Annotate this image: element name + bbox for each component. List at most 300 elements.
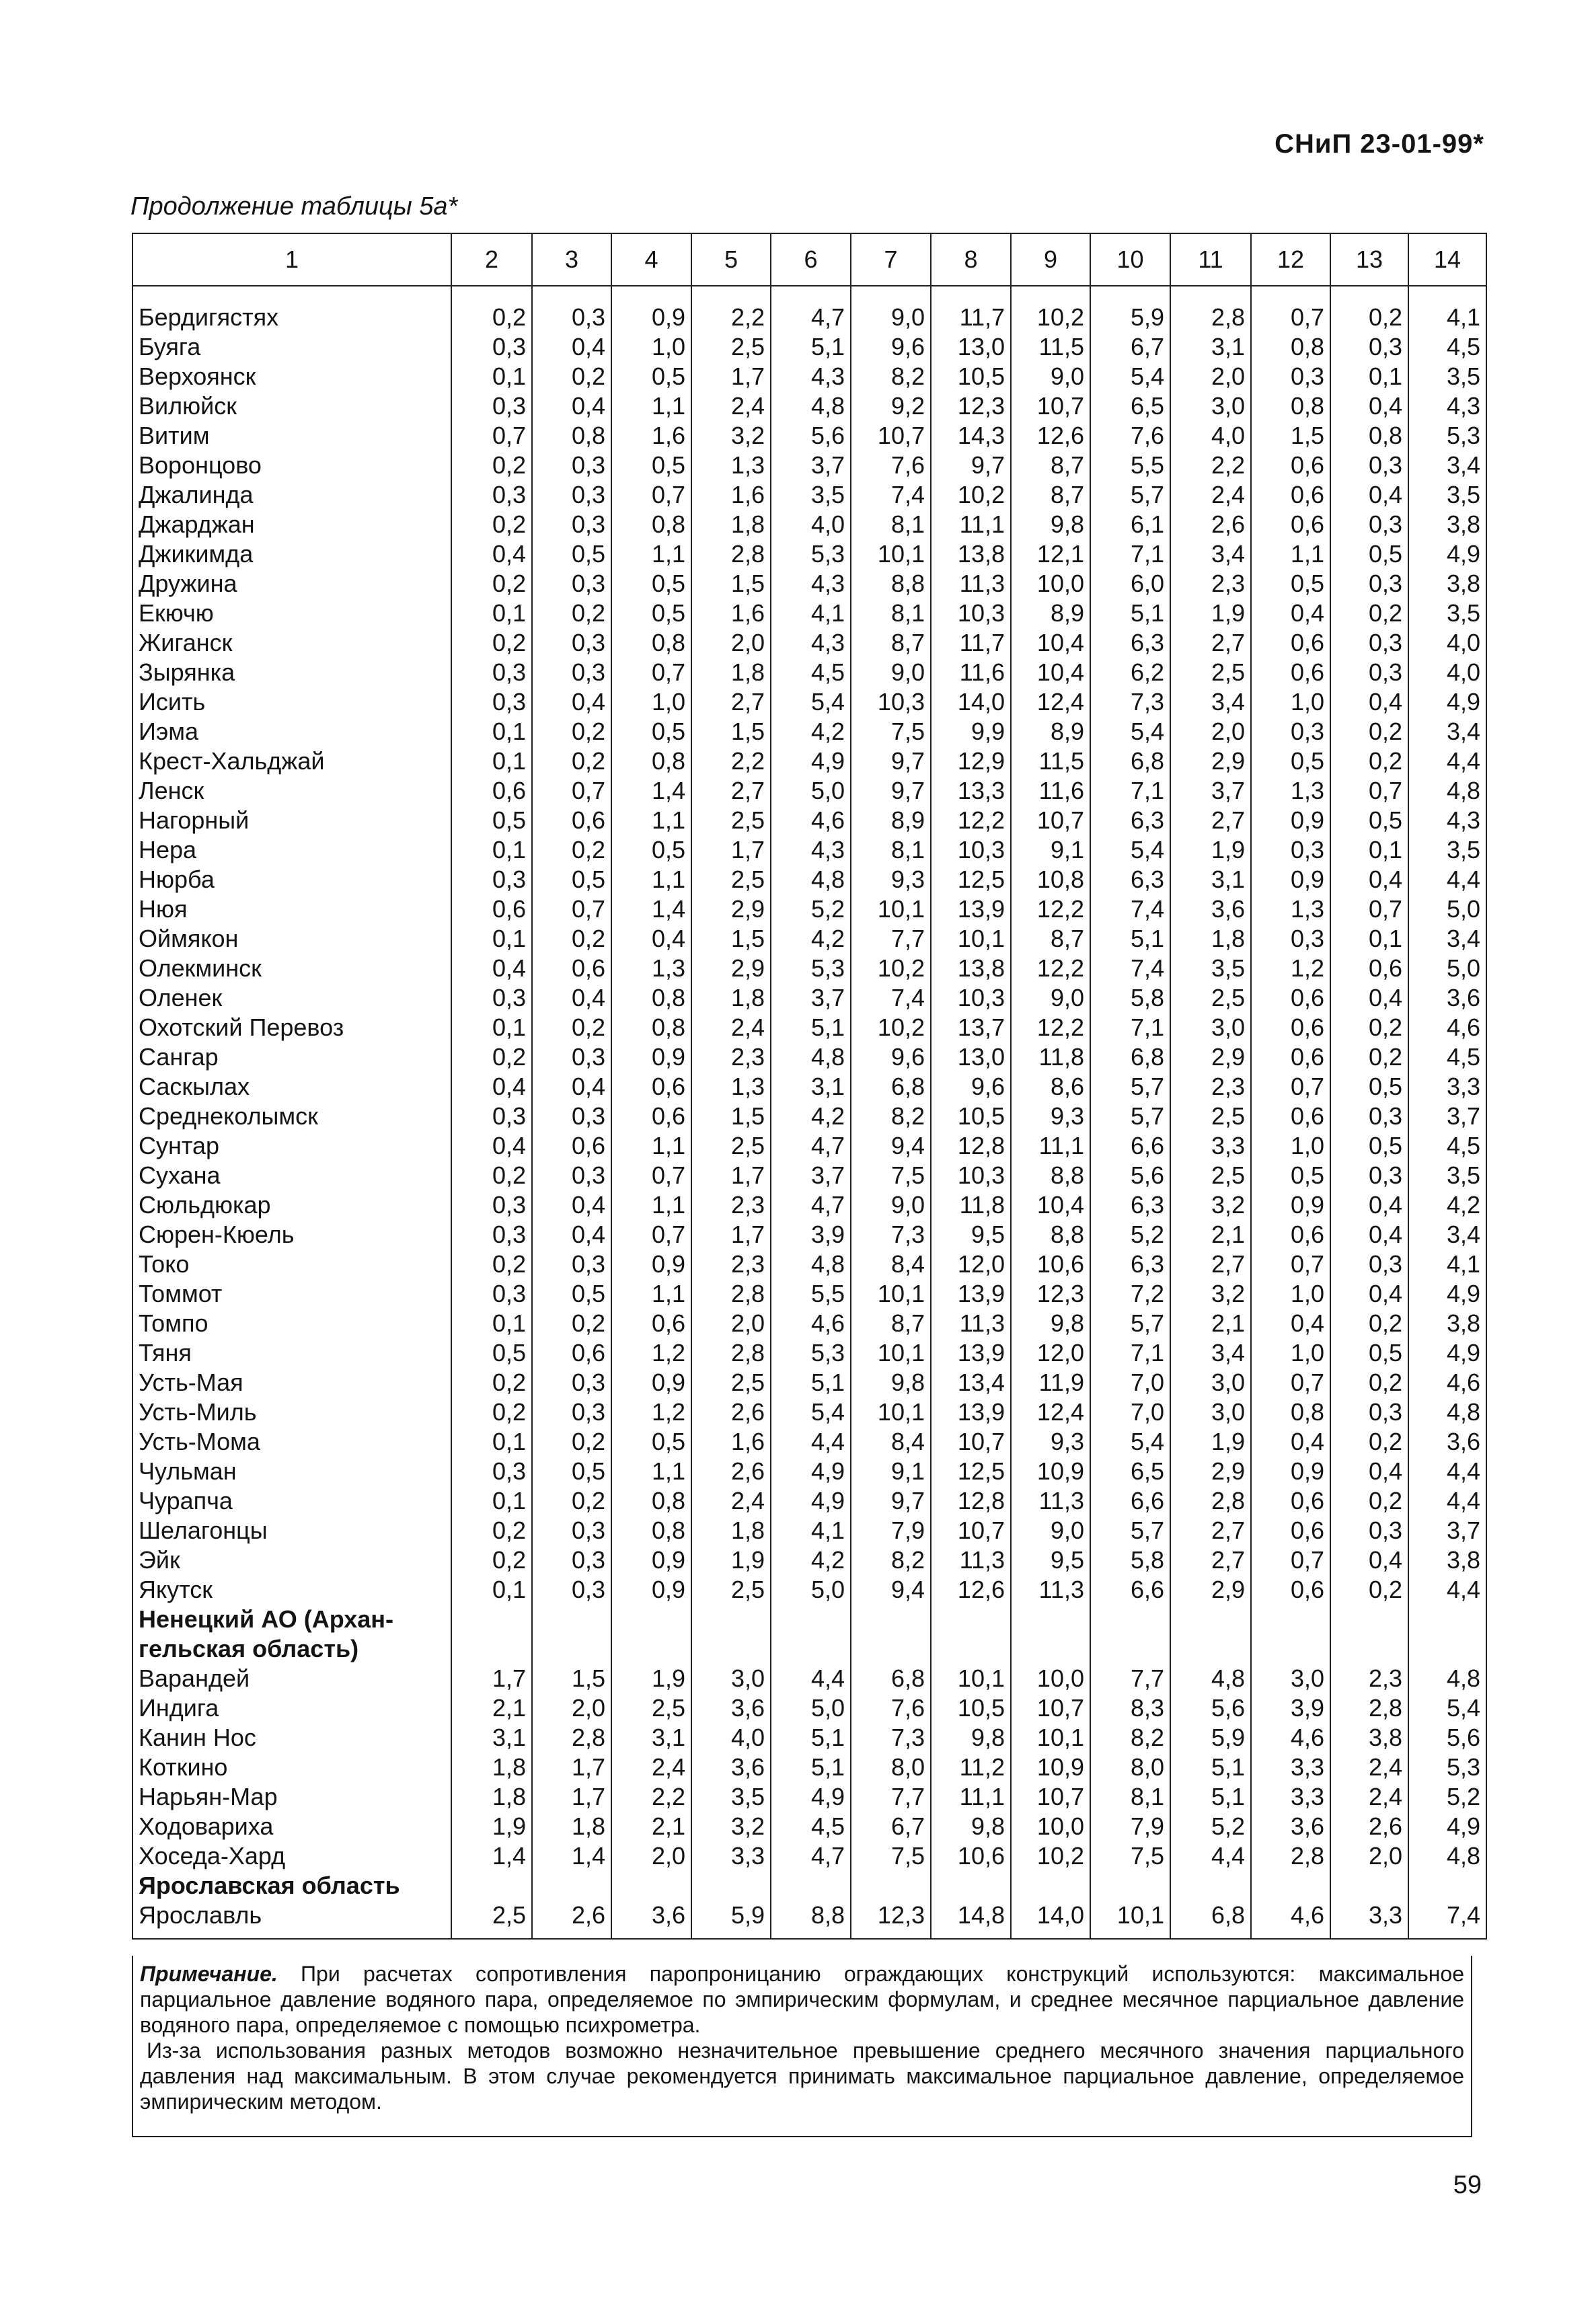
value-cell: 6,5 [1090,391,1170,421]
value-cell: 2,4 [1330,1782,1408,1812]
value-cell: 0,3 [451,865,532,894]
station-name: Нюрба [132,865,451,894]
value-cell: 2,5 [451,1901,532,1939]
value-cell: 1,8 [1170,924,1251,954]
table-row [132,1338,1486,1368]
empty-cell [691,1605,771,1664]
value-cell: 5,7 [1090,1072,1170,1102]
value-cell: 0,3 [451,480,532,510]
value-cell: 0,6 [1251,1102,1330,1131]
value-cell: 0,7 [1251,1072,1330,1102]
value-cell: 3,1 [611,1723,691,1753]
value-cell: 13,9 [931,1397,1011,1427]
value-cell: 10,3 [931,1161,1011,1190]
value-cell: 0,2 [451,1250,532,1279]
value-cell: 4,5 [1408,332,1486,362]
value-cell: 1,5 [691,924,771,954]
value-cell: 5,3 [771,954,851,983]
value-cell: 0,6 [611,1309,691,1338]
value-cell: 0,3 [1330,569,1408,599]
value-cell: 3,8 [1408,510,1486,539]
column-header-10: 10 [1090,233,1170,286]
value-cell: 1,1 [611,1457,691,1486]
column-header-8: 8 [931,233,1011,286]
value-cell: 0,2 [1330,1368,1408,1397]
value-cell: 0,2 [1330,1427,1408,1457]
value-cell: 11,7 [931,628,1011,658]
value-cell: 2,3 [691,1042,771,1072]
value-cell: 6,3 [1090,1190,1170,1220]
value-cell: 0,3 [532,1368,611,1397]
value-cell: 5,8 [1090,983,1170,1013]
value-cell: 1,1 [611,806,691,835]
value-cell: 0,7 [1251,303,1330,332]
empty-cell [611,1871,691,1901]
value-cell: 4,2 [771,924,851,954]
value-cell: 0,4 [1330,1457,1408,1486]
value-cell: 1,1 [611,1190,691,1220]
value-cell: 1,1 [611,1131,691,1161]
value-cell: 0,1 [451,1013,532,1042]
value-cell: 7,3 [851,1723,931,1753]
value-cell: 3,3 [1251,1753,1330,1782]
value-cell: 2,9 [1170,1457,1251,1486]
value-cell: 9,8 [1011,1309,1090,1338]
value-cell: 0,5 [611,569,691,599]
document-code: СНиП 23-01-99* [1275,129,1484,159]
value-cell: 7,6 [1090,421,1170,451]
value-cell: 11,3 [931,1309,1011,1338]
empty-cell [532,1605,611,1664]
value-cell: 0,7 [532,894,611,924]
value-cell: 3,6 [1170,894,1251,924]
spacer-cell [691,286,771,303]
value-cell: 3,6 [1251,1812,1330,1841]
station-name: Иэма [132,717,451,746]
value-cell: 4,9 [1408,687,1486,717]
value-cell: 3,2 [1170,1279,1251,1309]
value-cell: 7,2 [1090,1279,1170,1309]
value-cell: 0,5 [1330,1338,1408,1368]
value-cell: 6,8 [851,1072,931,1102]
value-cell: 11,8 [931,1190,1011,1220]
value-cell: 0,3 [532,451,611,480]
table-row [132,1250,1486,1279]
value-cell: 0,8 [532,421,611,451]
value-cell: 5,2 [1408,1782,1486,1812]
value-cell: 4,9 [771,1457,851,1486]
value-cell: 0,3 [532,1545,611,1575]
value-cell: 8,1 [851,510,931,539]
value-cell: 4,7 [771,1841,851,1871]
value-cell: 10,4 [1011,628,1090,658]
station-name: Тяня [132,1338,451,1368]
value-cell: 11,3 [1011,1575,1090,1605]
value-cell: 0,2 [451,1397,532,1427]
table-row [132,776,1486,806]
value-cell: 0,3 [532,480,611,510]
station-name: Сюльдюкар [132,1190,451,1220]
value-cell: 11,5 [1011,332,1090,362]
value-cell: 10,5 [931,1693,1011,1723]
value-cell: 2,6 [1330,1812,1408,1841]
value-cell: 4,0 [1408,658,1486,687]
station-name: Среднеколымск [132,1102,451,1131]
spacer-cell [931,286,1011,303]
value-cell: 9,0 [851,303,931,332]
value-cell: 10,2 [851,954,931,983]
value-cell: 10,5 [931,1102,1011,1131]
value-cell: 14,0 [1011,1901,1090,1939]
value-cell: 12,2 [1011,894,1090,924]
value-cell: 10,9 [1011,1753,1090,1782]
value-cell: 5,2 [1170,1812,1251,1841]
value-cell: 8,2 [851,1102,931,1131]
value-cell: 0,5 [1251,746,1330,776]
value-cell: 11,6 [931,658,1011,687]
value-cell: 10,1 [931,1664,1011,1693]
value-cell: 0,3 [451,332,532,362]
value-cell: 2,0 [1330,1841,1408,1871]
empty-cell [1408,1871,1486,1901]
value-cell: 10,7 [851,421,931,451]
empty-cell [1011,1871,1090,1901]
value-cell: 1,0 [1251,1279,1330,1309]
value-cell: 1,0 [611,687,691,717]
value-cell: 12,6 [1011,421,1090,451]
value-cell: 12,3 [1011,1279,1090,1309]
value-cell: 13,8 [931,954,1011,983]
column-header-3: 3 [532,233,611,286]
value-cell: 2,5 [1170,1161,1251,1190]
value-cell: 4,7 [771,1131,851,1161]
value-cell: 7,5 [851,1161,931,1190]
value-cell: 2,2 [1170,451,1251,480]
table-row [132,1013,1486,1042]
value-cell: 13,0 [931,332,1011,362]
value-cell: 2,4 [1170,480,1251,510]
value-cell: 4,8 [771,391,851,421]
value-cell: 11,8 [1011,1042,1090,1072]
value-cell: 4,9 [1408,1279,1486,1309]
value-cell: 1,0 [1251,1131,1330,1161]
value-cell: 0,9 [1251,806,1330,835]
value-cell: 0,4 [1330,1545,1408,1575]
value-cell: 3,5 [1408,835,1486,865]
station-name: Саскылах [132,1072,451,1102]
value-cell: 3,4 [1170,687,1251,717]
value-cell: 6,7 [851,1812,931,1841]
value-cell: 7,6 [851,1693,931,1723]
value-cell: 4,8 [1408,1397,1486,1427]
value-cell: 0,4 [1330,1190,1408,1220]
value-cell: 10,8 [1011,865,1090,894]
station-name: Ходовариха [132,1812,451,1841]
value-cell: 4,4 [1408,1457,1486,1486]
value-cell: 1,2 [611,1338,691,1368]
value-cell: 3,8 [1408,1309,1486,1338]
value-cell: 0,1 [1330,362,1408,391]
value-cell: 10,1 [931,924,1011,954]
station-name: Вилюйск [132,391,451,421]
table-row [132,451,1486,480]
table-row [132,1782,1486,1812]
table-row [132,539,1486,569]
value-cell: 0,2 [451,303,532,332]
value-cell: 8,2 [1090,1723,1170,1753]
table-row [132,628,1486,658]
value-cell: 12,4 [1011,1397,1090,1427]
value-cell: 2,5 [691,1575,771,1605]
note-text-1: При расчетах сопротивления паропроницанию ограждающих конструкций используются: максимальное парциальное давление водяного пара, определяемое по эмпирическим формулам, и среднее месячное парциальное давление водяного пара, определяемое с помощью психрометра. [140,1962,1464,2037]
value-cell: 2,7 [1170,1545,1251,1575]
value-cell: 10,1 [851,1338,931,1368]
value-cell: 0,2 [1330,717,1408,746]
table-row [132,1427,1486,1457]
value-cell: 5,4 [1090,717,1170,746]
value-cell: 2,6 [691,1397,771,1427]
value-cell: 10,3 [931,983,1011,1013]
empty-cell [1170,1871,1251,1901]
value-cell: 9,3 [851,865,931,894]
value-cell: 1,6 [611,421,691,451]
value-cell: 5,6 [1170,1693,1251,1723]
value-cell: 8,7 [851,1309,931,1338]
value-cell: 5,5 [1090,451,1170,480]
value-cell: 1,2 [611,1397,691,1427]
value-cell: 0,1 [1330,924,1408,954]
value-cell: 9,8 [1011,510,1090,539]
value-cell: 4,4 [1170,1841,1251,1871]
value-cell: 0,6 [1251,1220,1330,1250]
value-cell: 7,5 [851,717,931,746]
value-cell: 10,2 [1011,1841,1090,1871]
value-cell: 1,6 [691,1427,771,1457]
value-cell: 8,7 [851,628,931,658]
value-cell: 10,2 [1011,303,1090,332]
value-cell: 0,3 [532,1042,611,1072]
value-cell: 9,2 [851,391,931,421]
value-cell: 7,0 [1090,1368,1170,1397]
value-cell: 10,4 [1011,1190,1090,1220]
value-cell: 0,3 [451,391,532,421]
value-cell: 2,7 [1170,1516,1251,1545]
value-cell: 10,3 [851,687,931,717]
station-name: Сангар [132,1042,451,1072]
value-cell: 0,2 [451,1516,532,1545]
value-cell: 10,7 [1011,391,1090,421]
value-cell: 0,5 [451,806,532,835]
table-row [132,687,1486,717]
value-cell: 1,4 [611,776,691,806]
column-header-11: 11 [1170,233,1251,286]
value-cell: 0,5 [532,1457,611,1486]
value-cell: 4,9 [771,1486,851,1516]
column-header-1: 1 [132,233,451,286]
value-cell: 10,0 [1011,569,1090,599]
value-cell: 8,3 [1090,1693,1170,1723]
value-cell: 12,2 [931,806,1011,835]
table-row [132,421,1486,451]
value-cell: 0,6 [611,1072,691,1102]
value-cell: 1,9 [1170,1427,1251,1457]
table-row [132,1753,1486,1782]
value-cell: 12,3 [931,391,1011,421]
page-number: 59 [1453,2171,1482,2199]
empty-cell [1251,1605,1330,1664]
value-cell: 0,6 [611,1102,691,1131]
value-cell: 0,3 [451,1102,532,1131]
value-cell: 10,1 [1011,1723,1090,1753]
value-cell: 12,0 [1011,1338,1090,1368]
value-cell: 0,4 [611,924,691,954]
table-row [132,1516,1486,1545]
column-header-12: 12 [1251,233,1330,286]
value-cell: 5,5 [771,1279,851,1309]
station-name: Токо [132,1250,451,1279]
value-cell: 3,5 [1408,480,1486,510]
value-cell: 8,8 [1011,1220,1090,1250]
value-cell: 3,9 [1251,1693,1330,1723]
note-paragraph-1 [140,1961,1464,2038]
value-cell: 5,1 [771,1723,851,1753]
spacer-cell [1251,286,1330,303]
value-cell: 5,0 [1408,894,1486,924]
value-cell: 0,8 [1251,1397,1330,1427]
value-cell: 5,1 [1170,1782,1251,1812]
table-row [132,746,1486,776]
value-cell: 0,3 [532,303,611,332]
value-cell: 4,6 [1408,1013,1486,1042]
value-cell: 0,4 [1251,1427,1330,1457]
station-name: Сунтар [132,1131,451,1161]
column-header-13: 13 [1330,233,1408,286]
value-cell: 1,7 [532,1782,611,1812]
value-cell: 10,3 [931,835,1011,865]
value-cell: 3,4 [1408,717,1486,746]
value-cell: 0,3 [451,1220,532,1250]
value-cell: 7,6 [851,451,931,480]
value-cell: 1,1 [1251,539,1330,569]
value-cell: 2,9 [1170,1042,1251,1072]
value-cell: 4,8 [1408,1664,1486,1693]
station-name: Сухана [132,1161,451,1190]
value-cell: 2,9 [691,954,771,983]
value-cell: 10,1 [851,539,931,569]
value-cell: 9,9 [931,717,1011,746]
value-cell: 0,3 [1330,658,1408,687]
empty-cell [1011,1605,1090,1664]
value-cell: 0,5 [611,1427,691,1457]
spacer-cell [1170,286,1251,303]
table-row [132,391,1486,421]
value-cell: 4,4 [1408,746,1486,776]
value-cell: 2,7 [691,776,771,806]
value-cell: 3,5 [1170,954,1251,983]
value-cell: 0,3 [532,1102,611,1131]
value-cell: 0,1 [1330,835,1408,865]
value-cell: 14,3 [931,421,1011,451]
value-cell: 0,4 [451,1072,532,1102]
value-cell: 5,4 [1408,1693,1486,1723]
value-cell: 3,3 [1170,1131,1251,1161]
value-cell: 5,4 [1090,835,1170,865]
value-cell: 0,4 [1251,1309,1330,1338]
table-row [132,303,1486,332]
spacer-cell [451,286,532,303]
value-cell: 0,3 [451,1457,532,1486]
value-cell: 4,6 [1408,1368,1486,1397]
value-cell: 11,3 [931,569,1011,599]
value-cell: 0,6 [1251,510,1330,539]
value-cell: 4,2 [1408,1190,1486,1220]
value-cell: 0,6 [1251,1516,1330,1545]
station-name: Чульман [132,1457,451,1486]
table-row [132,865,1486,894]
value-cell: 2,5 [691,1368,771,1397]
value-cell: 12,1 [1011,539,1090,569]
value-cell: 0,2 [451,569,532,599]
value-cell: 0,6 [1251,983,1330,1013]
value-cell: 0,8 [1251,391,1330,421]
value-cell: 0,7 [1251,1545,1330,1575]
value-cell: 1,1 [611,391,691,421]
value-cell: 5,0 [771,1575,851,1605]
value-cell: 12,6 [931,1575,1011,1605]
empty-cell [1330,1605,1408,1664]
value-cell: 3,3 [1251,1782,1330,1812]
value-cell: 13,9 [931,894,1011,924]
value-cell: 1,8 [451,1753,532,1782]
region-name: Ненецкий АО (Архан- гельская область) [132,1605,451,1664]
value-cell: 11,3 [931,1545,1011,1575]
station-name: Дружина [132,569,451,599]
value-cell: 6,6 [1090,1486,1170,1516]
value-cell: 11,2 [931,1753,1011,1782]
value-cell: 3,4 [1408,1220,1486,1250]
value-cell: 0,5 [532,1279,611,1309]
value-cell: 9,6 [851,332,931,362]
value-cell: 8,9 [1011,599,1090,628]
value-cell: 1,5 [691,569,771,599]
empty-cell [1330,1871,1408,1901]
value-cell: 1,8 [532,1812,611,1841]
value-cell: 10,0 [1011,1812,1090,1841]
column-header-9: 9 [1011,233,1090,286]
region-row [132,1871,1486,1901]
value-cell: 3,7 [1408,1102,1486,1131]
value-cell: 3,4 [1408,924,1486,954]
value-cell: 0,2 [451,1161,532,1190]
value-cell: 10,1 [851,1397,931,1427]
value-cell: 0,3 [1251,835,1330,865]
value-cell: 1,9 [1170,835,1251,865]
value-cell: 4,8 [1408,776,1486,806]
value-cell: 11,1 [931,1782,1011,1812]
value-cell: 9,3 [1011,1102,1090,1131]
value-cell: 5,9 [1090,303,1170,332]
value-cell: 0,2 [532,746,611,776]
value-cell: 1,3 [1251,776,1330,806]
value-cell: 0,5 [611,451,691,480]
value-cell: 12,8 [931,1131,1011,1161]
value-cell: 0,2 [532,924,611,954]
value-cell: 4,0 [691,1723,771,1753]
value-cell: 7,1 [1090,539,1170,569]
table-body [132,286,1486,1939]
value-cell: 9,8 [851,1368,931,1397]
spacer-cell [611,286,691,303]
